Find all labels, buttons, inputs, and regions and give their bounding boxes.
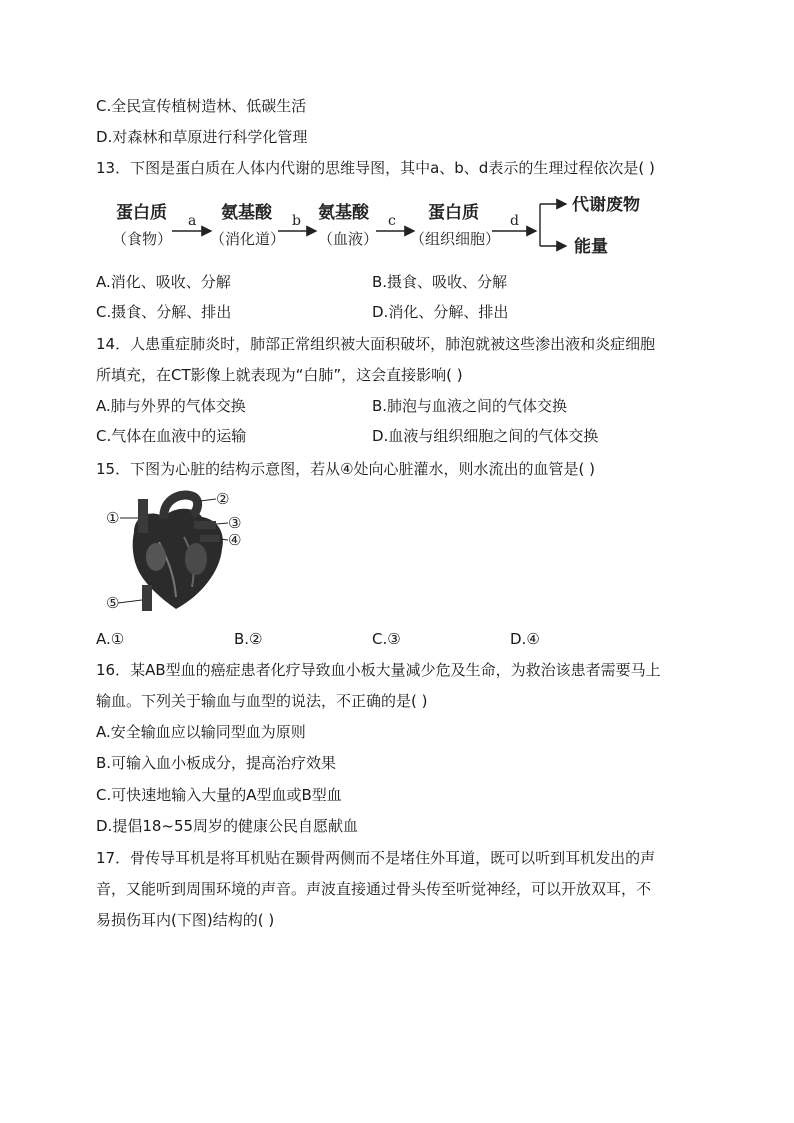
q14-option-d[interactable]: D.血液与组织细胞之间的气体交换 — [372, 427, 599, 445]
heart-label-2: ② — [216, 490, 230, 508]
q16-option-d[interactable]: D.提倡18~55周岁的健康公民自愿献血 — [96, 817, 359, 835]
question-13: 13．下图是蛋白质在人体内代谢的思维导图，其中a、b、d表示的生理过程依次是( ) — [96, 159, 655, 177]
question-14-line1: 14．人患重症肺炎时，肺部正常组织被大面积破坏，肺泡就被这些渗出液和炎症细胞 — [96, 335, 656, 353]
q14-option-c[interactable]: C.气体在血液中的运输 — [96, 427, 247, 445]
arrow-label-c: c — [388, 213, 396, 229]
q15-option-d[interactable]: D.④ — [510, 630, 540, 648]
pulmonary-vessel — [194, 521, 216, 529]
q14-option-a[interactable]: A.肺与外界的气体交换 — [96, 397, 246, 415]
node-protein-food: 蛋白质 — [116, 203, 167, 223]
question-17-line3: 易损伤耳内(下图)结构的( ) — [96, 911, 275, 929]
output-waste: 代谢废物 — [572, 196, 640, 215]
q16-option-b[interactable]: B.可输入血小板成分，提高治疗效果 — [96, 754, 337, 772]
question-17-line2: 音，又能听到周围环境的声音。声波直接通过骨头传至听觉神经，可以开放双耳，不 — [96, 880, 652, 898]
q13-option-b[interactable]: B.摄食、吸收、分解 — [372, 273, 508, 291]
q16-option-c[interactable]: C.可快速地输入大量的A型血或B型血 — [96, 786, 342, 804]
arrow-label-b: b — [292, 213, 301, 229]
q15-option-b[interactable]: B.② — [234, 630, 263, 648]
heart-label-4: ④ — [228, 531, 242, 549]
node-amino-digestive-sub: （消化道） — [210, 230, 286, 248]
node-protein-food-sub: （食物） — [112, 230, 173, 248]
protein-metabolism-diagram — [112, 196, 652, 258]
question-14-line2: 所填充，在CT影像上就表现为“白肺”，这会直接影响( ) — [96, 366, 463, 384]
node-protein-tissue-sub: （组织细胞） — [410, 230, 501, 248]
heart-label-5: ⑤ — [106, 594, 120, 612]
heart-label-3: ③ — [228, 514, 242, 532]
q16-option-a[interactable]: A.安全输血应以输同型血为原则 — [96, 723, 306, 741]
node-amino-digestive: 氨基酸 — [221, 203, 272, 223]
heart-diagram — [104, 487, 254, 617]
heart-label-1: ① — [106, 509, 120, 527]
question-16-line2: 输血。下列关于输血与血型的说法，不正确的是( ) — [96, 692, 428, 710]
question-17-line1: 17．骨传导耳机是将耳机贴在颞骨两侧而不是堵住外耳道，既可以听到耳机发出的声 — [96, 849, 656, 867]
output-energy: 能量 — [574, 237, 608, 257]
q13-option-a[interactable]: A.消化、吸收、分解 — [96, 273, 231, 291]
node-amino-blood-sub: （血液） — [318, 230, 379, 248]
pulmonary-vein — [200, 535, 220, 542]
vena-cava-bottom — [142, 585, 152, 611]
vena-cava-top — [138, 499, 148, 533]
q14-option-b[interactable]: B.肺泡与血液之间的气体交换 — [372, 397, 568, 415]
node-amino-blood: 氨基酸 — [318, 203, 369, 223]
arrow-label-d: d — [510, 213, 519, 229]
question-16-line1: 16．某AB型血的癌症患者化疗导致血小板大量减少危及生命，为救治该患者需要马上 — [96, 661, 661, 679]
q15-option-a[interactable]: A.① — [96, 630, 125, 648]
node-protein-tissue: 蛋白质 — [428, 203, 479, 223]
q15-option-c[interactable]: C.③ — [372, 630, 401, 648]
line-option-d-prev: D.对森林和草原进行科学化管理 — [96, 128, 308, 146]
q13-option-d[interactable]: D.消化、分解、排出 — [372, 303, 509, 321]
line-option-c-prev: C.全民宣传植树造林、低碳生活 — [96, 97, 307, 115]
arrow-label-a: a — [188, 213, 197, 229]
question-15: 15．下图为心脏的结构示意图，若从④处向心脏灌水，则水流出的血管是( ) — [96, 460, 596, 478]
q13-option-c[interactable]: C.摄食、分解、排出 — [96, 303, 232, 321]
